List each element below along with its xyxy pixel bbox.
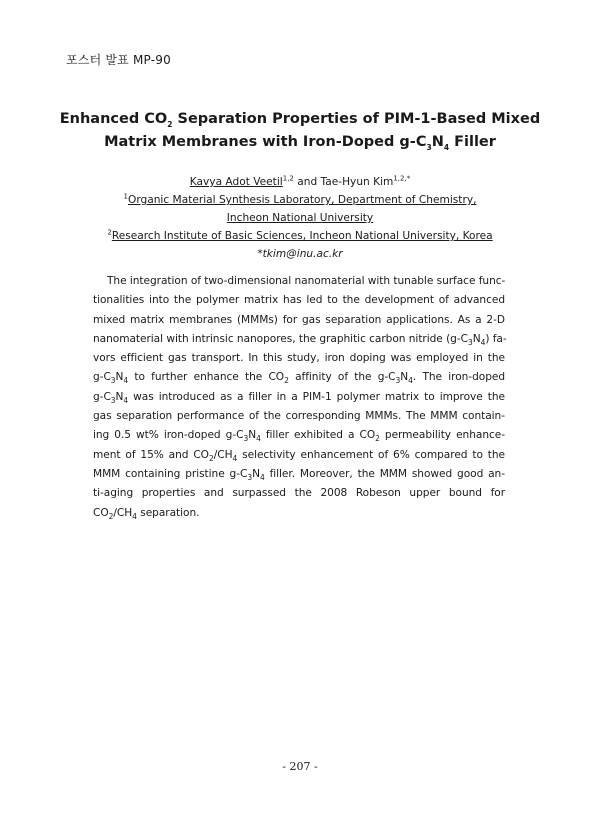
author-name: Kavya Adot Veetil	[189, 176, 283, 188]
text-run: Matrix Membranes with Iron-Doped g-C	[104, 134, 427, 150]
text-run: was introduced as a filler in a PIM-1 polymer matrix to improve the	[128, 390, 505, 403]
subscript: 3	[247, 473, 253, 483]
subscript: 3	[243, 434, 249, 444]
text-run: N	[115, 371, 124, 384]
text-run: g-C	[93, 390, 111, 403]
text-run: ti-aging properties and surpassed the 2008 Robeson upper bound for	[93, 487, 505, 500]
abstract-line	[93, 272, 505, 291]
subscript: 2	[108, 511, 114, 521]
session-label: 포스터 발표 MP-90	[66, 53, 171, 67]
affiliation-text: Organic Material Synthesis Laboratory, Department of Chemistry,	[127, 194, 477, 206]
abstract-line	[93, 388, 505, 407]
text-run: Separation Properties of PIM-1-Based Mixed	[172, 111, 541, 127]
abstract-line	[93, 349, 505, 368]
text-run: tionalities into the polymer matrix has led to the development of advanced	[93, 294, 505, 307]
affiliation-text: Incheon National University	[226, 212, 374, 224]
text-run: /CH	[213, 448, 233, 461]
author-affiliation-mark: 1,2,	[393, 174, 407, 183]
abstract-line	[93, 504, 505, 523]
subscript: 3	[110, 395, 116, 405]
page-number: - 207 -	[282, 760, 318, 773]
subscript: 3	[395, 376, 401, 386]
affiliation-line	[40, 209, 560, 227]
corresponding-author-mark: *	[406, 174, 411, 183]
subscript: 4	[232, 453, 238, 463]
abstract-line	[93, 291, 505, 310]
email-line	[40, 245, 560, 263]
email-mark: *	[257, 248, 263, 260]
text-run: nanomaterial with intrinsic nanopores, the graphitic carbon nitride (g-C	[93, 332, 468, 345]
author-block	[40, 173, 560, 263]
title-line	[40, 131, 560, 154]
text-run: N	[252, 467, 260, 480]
text-run: filler. Moreover, the MMM showed good an-	[264, 467, 505, 480]
text-run: selectivity enhancement of 6% compared to the	[237, 448, 505, 461]
abstract-line	[93, 368, 505, 387]
text-run: N	[400, 371, 409, 384]
subscript: 4	[443, 142, 450, 152]
subscript: 2	[167, 119, 173, 129]
affiliation-number: 1	[123, 192, 128, 201]
text-run: ing 0.5 wt% iron-doped g-C	[93, 429, 244, 442]
text-run: filler exhibited a CO	[260, 429, 376, 442]
abstract-line	[93, 484, 505, 503]
affiliation-text: Research Institute of Basic Sciences, Incheon National University, Korea	[111, 230, 493, 242]
subscript: 3	[110, 376, 116, 386]
text-run: ) fa-	[485, 332, 507, 345]
text-run: Filler	[449, 134, 496, 150]
subscript: 4	[123, 395, 129, 405]
text-run: N	[472, 332, 481, 345]
subscript: 4	[132, 511, 137, 521]
subscript: 4	[259, 473, 265, 483]
text-run: . The iron-doped	[412, 371, 506, 384]
paper-title	[40, 108, 560, 154]
affiliation-line	[40, 191, 560, 209]
text-run: Enhanced CO	[59, 111, 168, 127]
text-run: The integration of two-dimensional nanomaterial with tunable surface func-	[107, 275, 506, 287]
abstract-line	[93, 465, 505, 484]
abstract-line	[93, 311, 505, 330]
abstract-line	[93, 330, 505, 349]
text-run: ment of 15% and CO	[93, 448, 209, 461]
title-line	[40, 108, 560, 131]
author-conjunction: and	[293, 176, 321, 188]
subscript: 4	[256, 434, 261, 444]
subscript: 2	[208, 453, 214, 463]
text-run: permeability enhance-	[379, 429, 505, 442]
subscript: 4	[123, 376, 129, 386]
affiliation-line	[40, 227, 560, 245]
affiliation-number: 2	[107, 228, 112, 237]
text-run: g-C	[93, 371, 111, 384]
author-line	[40, 173, 560, 191]
text-run: N	[115, 390, 124, 403]
text-run: CO	[93, 506, 109, 519]
subscript: 3	[467, 338, 473, 347]
text-run: separation.	[136, 506, 200, 519]
author-affiliation-mark: 1,2	[282, 174, 294, 183]
text-run: N	[431, 134, 444, 150]
text-run: MMM containing pristine g-C	[93, 467, 248, 480]
text-run: affinity of the g-C	[288, 371, 396, 384]
text-run: mixed matrix membranes (MMMs) for gas separation applications. As a 2-D	[93, 313, 505, 326]
subscript: 2	[284, 376, 289, 386]
text-run: vors efficient gas transport. In this study, iron doping was employed in the	[93, 352, 505, 365]
abstract-line	[93, 446, 505, 465]
text-run: N	[248, 429, 257, 442]
text-run: /CH	[113, 506, 133, 519]
subscript: 2	[375, 434, 380, 444]
abstract-line	[93, 407, 505, 426]
abstract-line	[93, 426, 505, 445]
text-run: gas separation performance of the corresponding MMMs. The MMM contain-	[93, 410, 505, 423]
author-name: Tae-Hyun Kim	[320, 176, 394, 188]
subscript: 3	[426, 142, 432, 152]
email-address: tkim@inu.ac.kr	[262, 248, 343, 260]
text-run: to further enhance the CO	[128, 371, 285, 384]
subscript: 4	[480, 338, 486, 347]
subscript: 4	[408, 376, 413, 386]
abstract-body	[93, 272, 505, 523]
